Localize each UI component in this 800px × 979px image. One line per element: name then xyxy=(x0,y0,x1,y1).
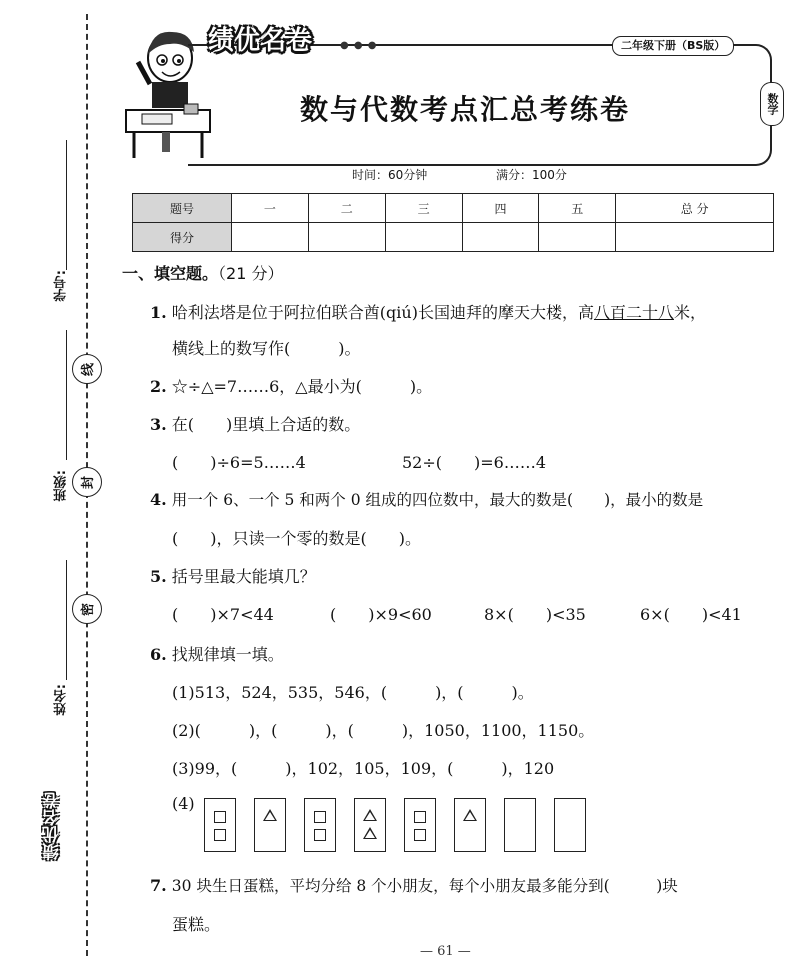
section-points: （21 分） xyxy=(218,264,284,283)
question-number: 6. xyxy=(150,645,167,664)
pattern-card xyxy=(254,798,286,852)
question-text: 在( )里填上合适的数。 xyxy=(171,415,361,434)
pattern-card xyxy=(454,798,486,852)
question-1 xyxy=(150,300,706,323)
col-4: 四 xyxy=(462,194,539,223)
pattern-card-blank[interactable] xyxy=(554,798,586,852)
score-cell[interactable] xyxy=(385,223,462,252)
col-5: 五 xyxy=(539,194,616,223)
pattern-card xyxy=(204,798,236,852)
question-4-line2: ( )，只读一个零的数是( )。 xyxy=(172,529,421,548)
question-number: 3. xyxy=(150,415,167,434)
triangle-shape xyxy=(263,809,277,821)
subject-tab: 数学 xyxy=(760,82,784,126)
pattern-card xyxy=(404,798,436,852)
square-shape xyxy=(414,811,426,823)
exam-time: 时间：60分钟 xyxy=(352,168,428,182)
student-id-blank xyxy=(66,140,67,270)
section-title xyxy=(122,261,283,284)
question-text: 哈利法塔是位于阿拉伯联合酋(qiú)长国迪拜的摩天大楼，高 xyxy=(171,303,594,322)
question-number: 7. xyxy=(150,876,167,895)
brand-logo: 绩优名卷 xyxy=(208,26,313,56)
question-1-line2: 横线上的数写作( )。 xyxy=(172,339,361,358)
triangle-shape xyxy=(363,827,377,839)
score-row xyxy=(133,223,774,252)
student-id-label: 学号: xyxy=(54,270,69,302)
pattern-card xyxy=(304,798,336,852)
question-text: 找规律填一填。 xyxy=(171,645,284,664)
question-5-item-3: 8×( )<35 xyxy=(484,605,586,624)
triangle-shape xyxy=(463,809,477,821)
score-label: 得分 xyxy=(133,223,232,252)
question-number: 4. xyxy=(150,490,167,509)
question-text: 米， xyxy=(673,303,706,322)
question-3 xyxy=(150,412,360,435)
question-5-item-4: 6×( )<41 xyxy=(640,605,742,624)
page-title: 数与代数考点汇总考练卷 xyxy=(300,93,631,126)
question-5-item-2: ( )×9<60 xyxy=(330,605,432,624)
pattern-card-blank[interactable] xyxy=(504,798,536,852)
seal-mi: 密 xyxy=(72,594,102,624)
question-7 xyxy=(150,874,678,896)
question-6-part-1: (1)513，524，535，546，( )，( )。 xyxy=(172,683,534,702)
square-shape xyxy=(214,829,226,841)
question-number: 5. xyxy=(150,567,167,586)
page-number: — 61 — xyxy=(420,944,471,959)
square-shape xyxy=(314,811,326,823)
underlined-number: 八百二十八 xyxy=(593,303,674,322)
question-4 xyxy=(150,488,703,510)
question-6-part-4: (4) xyxy=(172,794,195,813)
question-text: 30 块生日蛋糕，平均分给 8 个小朋友，每个小朋友最多能分到( )块 xyxy=(171,877,678,895)
logo-dots: ● ● ● xyxy=(340,40,378,51)
question-6-part-3: (3)99，( )，102，105，109，( )，120 xyxy=(172,759,555,778)
question-text: 用一个 6、一个 5 和两个 0 组成的四位数中，最大的数是( )，最小的数是 xyxy=(171,491,704,509)
question-6 xyxy=(150,642,284,665)
name-label: 姓名: xyxy=(54,684,69,716)
question-7-line2: 蛋糕。 xyxy=(172,915,221,934)
grade-tab: 二年级下册（BS版） xyxy=(612,36,734,56)
seal-xian: 线 xyxy=(72,354,102,384)
score-table xyxy=(132,193,774,252)
question-number: 1. xyxy=(150,303,167,322)
col-1: 一 xyxy=(232,194,309,223)
question-5-item-1: ( )×7<44 xyxy=(172,605,274,624)
question-5 xyxy=(150,564,316,587)
question-3-a: ( )÷6=5……4 xyxy=(172,453,306,472)
question-text: ☆÷△=7……6，△最小为( )。 xyxy=(171,377,433,396)
margin-logo: 绩优名卷 xyxy=(43,792,63,860)
pattern-card xyxy=(354,798,386,852)
score-cell[interactable] xyxy=(539,223,616,252)
square-shape xyxy=(314,829,326,841)
score-cell[interactable] xyxy=(462,223,539,252)
class-label: 班级: xyxy=(54,470,69,502)
name-blank xyxy=(66,560,67,680)
question-2 xyxy=(150,374,432,397)
full-score: 满分：100分 xyxy=(496,168,567,182)
section-title-text: 一、填空题。 xyxy=(122,264,219,283)
class-blank xyxy=(66,330,67,460)
seal-feng: 封 xyxy=(72,467,102,497)
score-cell[interactable] xyxy=(308,223,385,252)
triangle-shape xyxy=(363,809,377,821)
question-number-label: 题号 xyxy=(133,194,232,223)
question-6-part-2: (2)( )，( )，( )，1050，1100，1150。 xyxy=(172,721,595,740)
square-shape xyxy=(414,829,426,841)
question-number: 2. xyxy=(150,377,167,396)
col-3: 三 xyxy=(385,194,462,223)
score-cell[interactable] xyxy=(232,223,309,252)
score-cell[interactable] xyxy=(616,223,774,252)
col-total: 总 分 xyxy=(616,194,774,223)
col-2: 二 xyxy=(308,194,385,223)
score-header-row xyxy=(133,194,774,223)
question-text: 括号里最大能填几？ xyxy=(171,567,316,586)
question-3-b: 52÷( )=6……4 xyxy=(402,453,547,472)
square-shape xyxy=(214,811,226,823)
